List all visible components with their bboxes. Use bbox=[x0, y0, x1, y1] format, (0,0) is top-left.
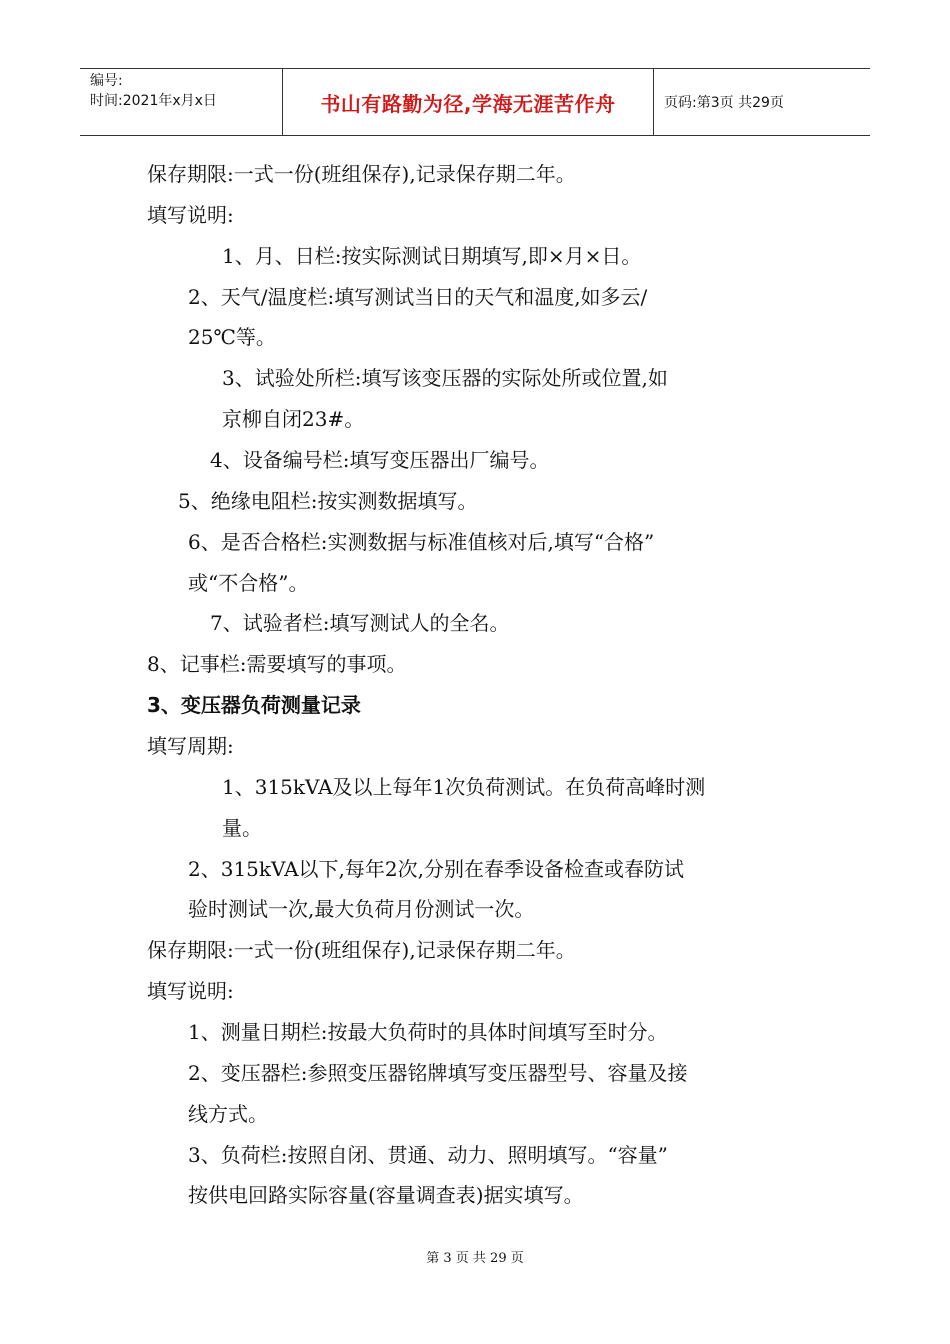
text-line: 2、变压器栏:参照变压器铭牌填写变压器型号、容量及接 bbox=[188, 1061, 688, 1085]
text-line: 线方式。 bbox=[188, 1102, 268, 1126]
motto: 书山有路勤为径,学海无涯苦作舟 bbox=[320, 91, 616, 116]
text-line: 填写周期: bbox=[147, 734, 234, 758]
text-line: 7、试验者栏:填写测试人的全名。 bbox=[210, 611, 510, 635]
text-line: 验时测试一次,最大负荷月份测试一次。 bbox=[188, 897, 535, 921]
text-line: 3、负荷栏:按照自闭、贯通、动力、照明填写。“容量” bbox=[188, 1143, 668, 1167]
text-line: 填写说明: bbox=[147, 979, 234, 1003]
text-line: 量。 bbox=[222, 816, 262, 840]
page-footer: 第 3 页 共 29 页 bbox=[426, 1251, 524, 1266]
text-line: 1、月、日栏:按实际测试日期填写,即×月×日。 bbox=[222, 244, 642, 268]
header-left-cell bbox=[80, 69, 283, 135]
text-line: 保存期限:一式一份(班组保存),记录保存期二年。 bbox=[147, 162, 576, 186]
text-line: 2、315kVA以下,每年2次,分别在春季设备检查或春防试 bbox=[188, 857, 684, 881]
section-heading: 3、变压器负荷测量记录 bbox=[147, 693, 361, 717]
page-header bbox=[80, 68, 870, 136]
text-line: 6、是否合格栏:实测数据与标准值核对后,填写“合格” bbox=[188, 530, 655, 554]
text-line: 保存期限:一式一份(班组保存),记录保存期二年。 bbox=[147, 938, 576, 962]
text-line: 或“不合格”。 bbox=[188, 571, 309, 595]
text-line: 1、315kVA及以上每年1次负荷测试。在负荷高峰时测 bbox=[222, 775, 706, 799]
text-line: 填写说明: bbox=[147, 203, 234, 227]
text-line: 4、设备编号栏:填写变压器出厂编号。 bbox=[210, 448, 550, 472]
text-line: 5、绝缘电阻栏:按实测数据填写。 bbox=[178, 489, 478, 513]
header-page-info: 页码:第3页 共29页 bbox=[664, 95, 784, 111]
text-line: 2、天气/温度栏:填写测试当日的天气和温度,如多云/ bbox=[188, 285, 648, 309]
text-line: 京柳自闭23#。 bbox=[222, 407, 365, 431]
text-line: 25℃等。 bbox=[188, 325, 276, 349]
header-motto-cell bbox=[283, 69, 654, 135]
text-line: 按供电回路实际容量(容量调查表)据实填写。 bbox=[188, 1183, 584, 1207]
time-label: 时间:2021年x月x日 bbox=[90, 93, 217, 109]
text-line: 1、测量日期栏:按最大负荷时的具体时间填写至时分。 bbox=[188, 1020, 668, 1044]
number-label: 编号: bbox=[90, 73, 123, 89]
text-line: 8、记事栏:需要填写的事项。 bbox=[147, 652, 407, 676]
text-line: 3、试验处所栏:填写该变压器的实际处所或位置,如 bbox=[222, 366, 668, 390]
